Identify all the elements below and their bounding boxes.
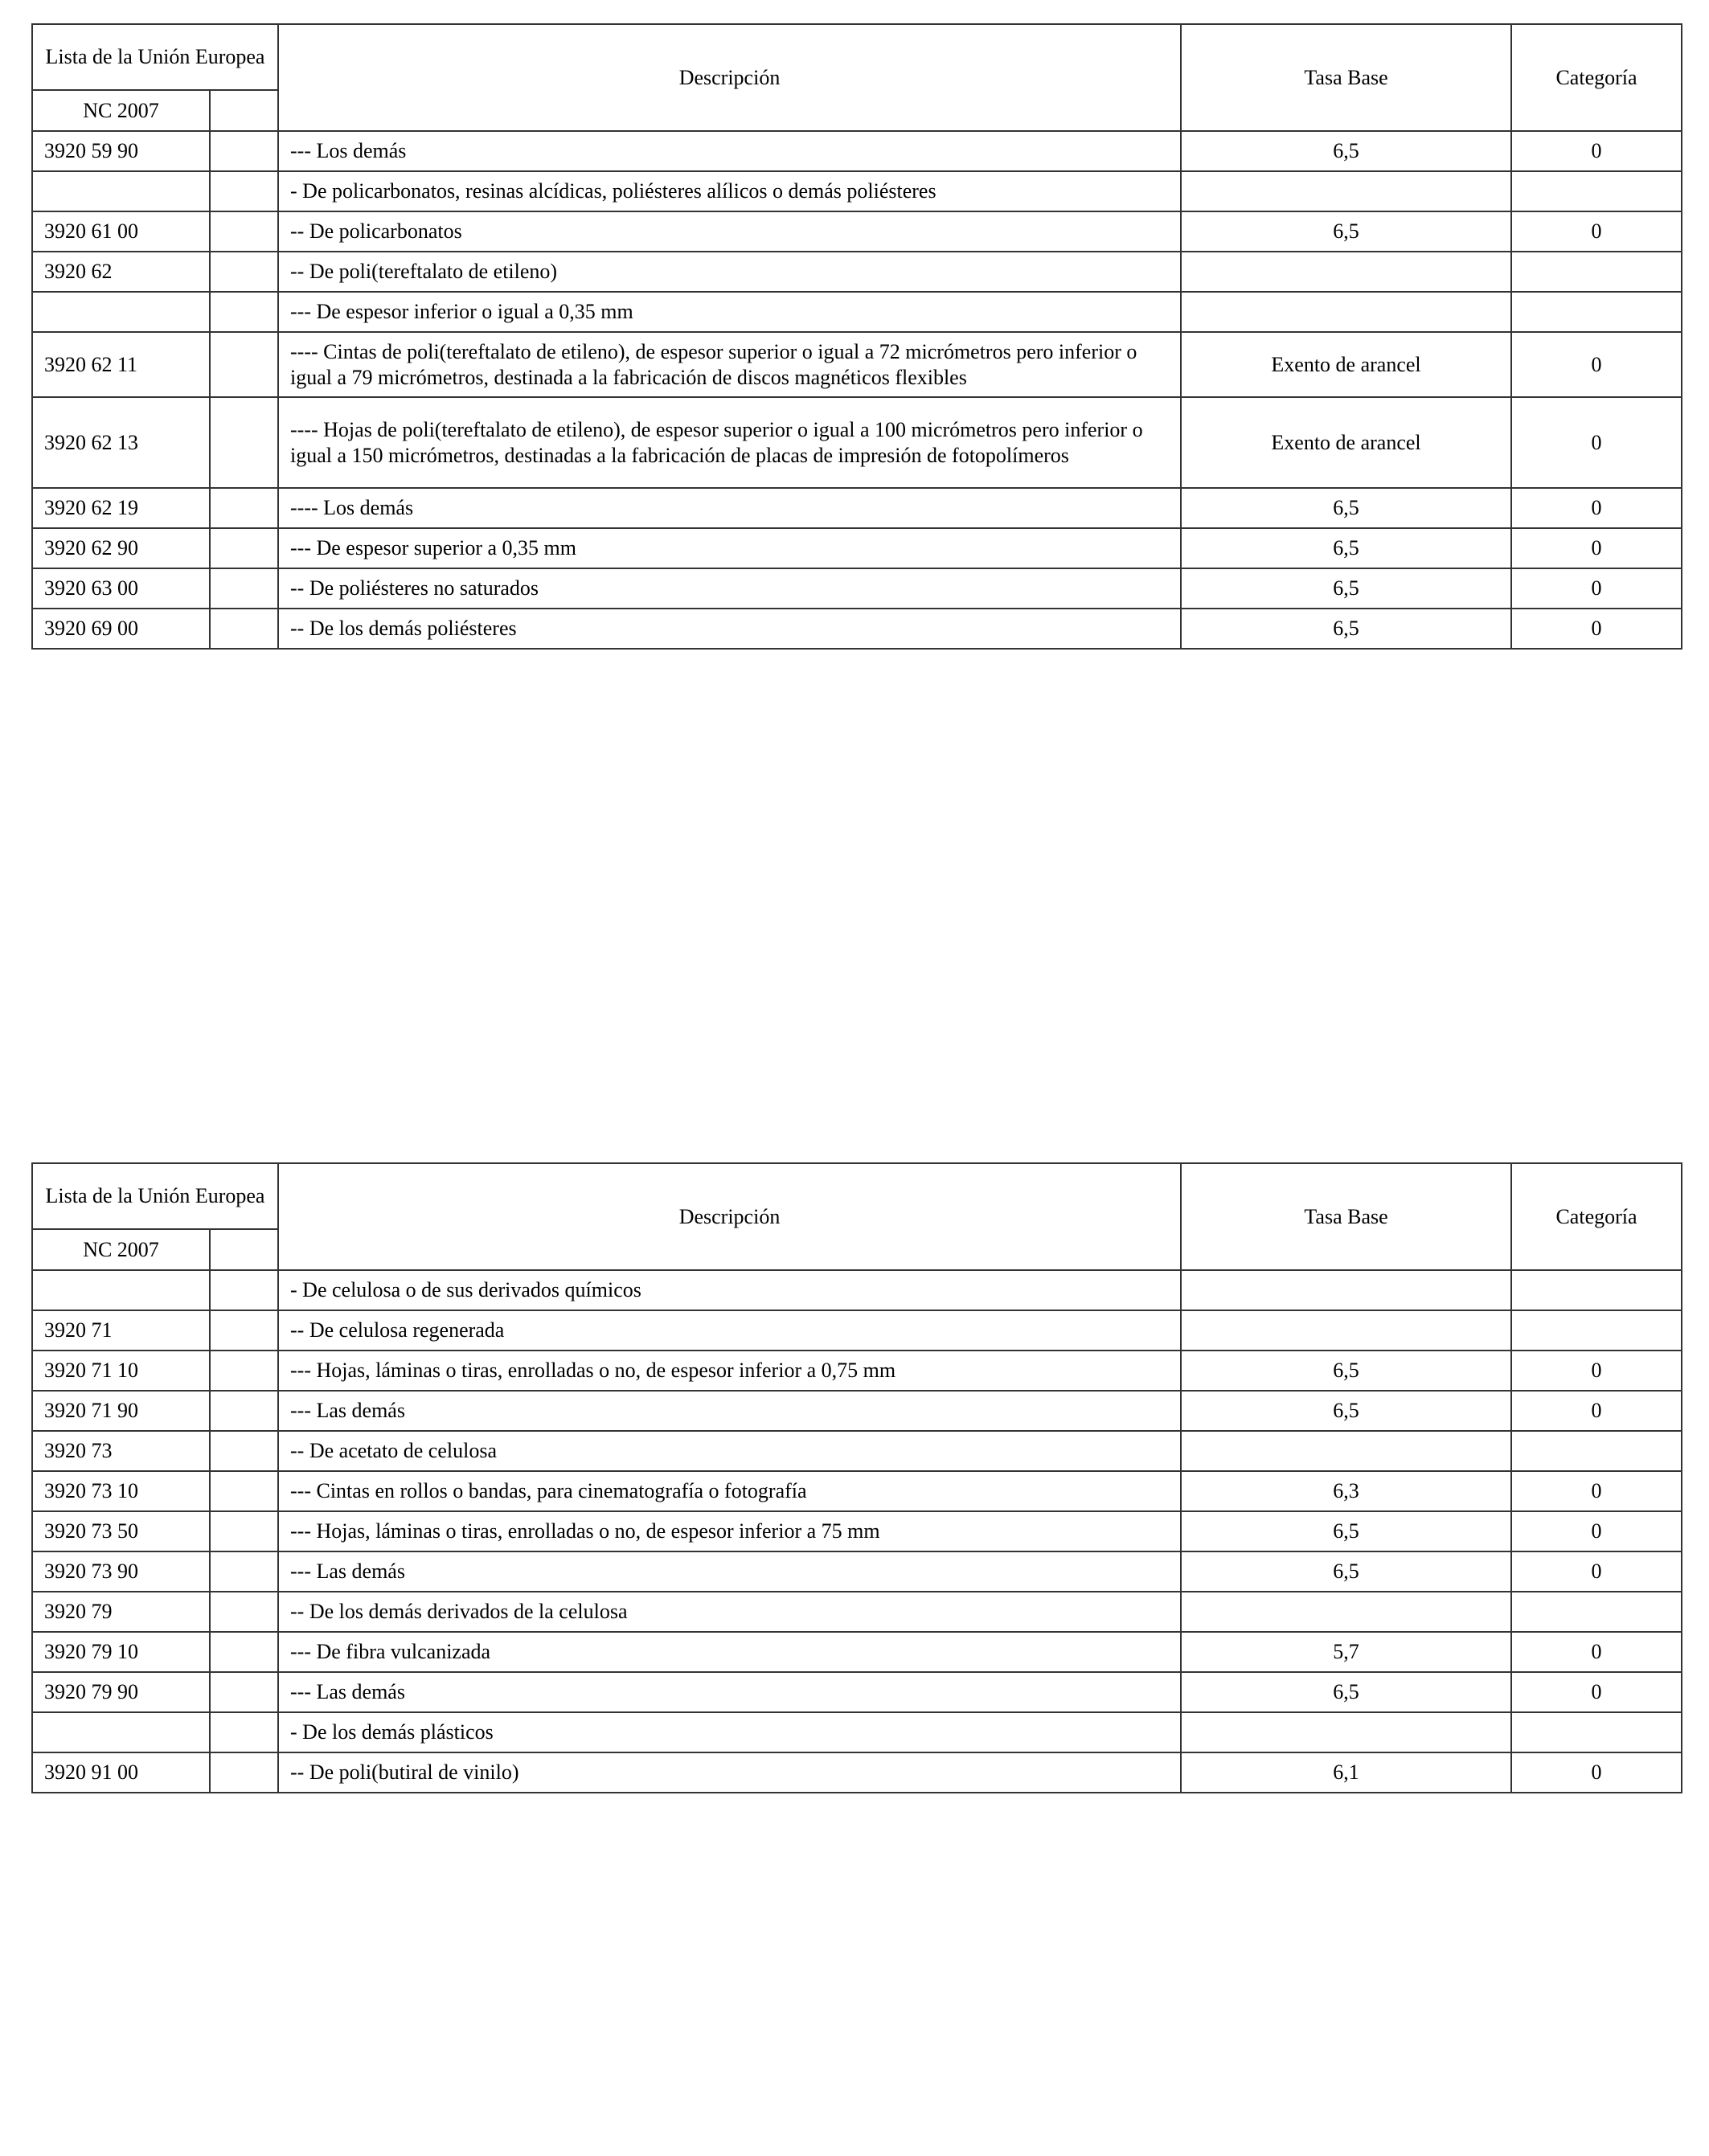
header-tasa-base: Tasa Base bbox=[1181, 1163, 1511, 1270]
cell-category bbox=[1511, 1712, 1682, 1752]
table-row bbox=[32, 488, 1682, 528]
cell-code: 3920 69 00 bbox=[32, 609, 210, 649]
table-row bbox=[32, 1431, 1682, 1471]
header-nc: NC 2007 bbox=[32, 90, 210, 131]
cell-rate bbox=[1181, 252, 1511, 292]
cell-description: -- De los demás derivados de la celulosa bbox=[278, 1592, 1181, 1632]
table-header-row bbox=[32, 1163, 1682, 1229]
cell-blank bbox=[210, 332, 278, 397]
table-row bbox=[32, 131, 1682, 171]
cell-rate bbox=[1181, 1431, 1511, 1471]
table-row bbox=[32, 211, 1682, 252]
cell-category bbox=[1511, 292, 1682, 332]
cell-blank bbox=[210, 609, 278, 649]
cell-code: 3920 62 11 bbox=[32, 332, 210, 397]
table-row bbox=[32, 1471, 1682, 1511]
table-row bbox=[32, 1391, 1682, 1431]
cell-code: 3920 91 00 bbox=[32, 1752, 210, 1793]
header-lista: Lista de la Unión Europea bbox=[32, 1163, 278, 1229]
table-row bbox=[32, 397, 1682, 488]
cell-rate: 6,5 bbox=[1181, 131, 1511, 171]
cell-category: 0 bbox=[1511, 1672, 1682, 1712]
cell-rate: 6,5 bbox=[1181, 1511, 1511, 1551]
table-row bbox=[32, 171, 1682, 211]
table-row bbox=[32, 1351, 1682, 1391]
cell-code bbox=[32, 171, 210, 211]
tariff-table-1 bbox=[31, 23, 1682, 650]
table-row bbox=[32, 1632, 1682, 1672]
cell-description: - De los demás plásticos bbox=[278, 1712, 1181, 1752]
table-row bbox=[32, 1511, 1682, 1551]
cell-code: 3920 71 bbox=[32, 1310, 210, 1351]
cell-blank bbox=[210, 1270, 278, 1310]
cell-description: --- Las demás bbox=[278, 1672, 1181, 1712]
cell-description: --- Los demás bbox=[278, 131, 1181, 171]
table-row bbox=[32, 292, 1682, 332]
cell-rate: 6,5 bbox=[1181, 211, 1511, 252]
cell-code bbox=[32, 292, 210, 332]
cell-rate: Exento de arancel bbox=[1181, 397, 1511, 488]
table-row bbox=[32, 1270, 1682, 1310]
cell-category: 0 bbox=[1511, 1511, 1682, 1551]
cell-rate: 6,5 bbox=[1181, 568, 1511, 609]
cell-rate: 6,5 bbox=[1181, 1551, 1511, 1592]
tariff-table-2 bbox=[31, 1162, 1682, 1793]
cell-description: - De celulosa o de sus derivados químicos bbox=[278, 1270, 1181, 1310]
cell-description: --- Las demás bbox=[278, 1391, 1181, 1431]
cell-category: 0 bbox=[1511, 609, 1682, 649]
cell-description: ---- Hojas de poli(tereftalato de etileno), de espesor superior o igual a 100 micrómetros pero inferior o igual a 150 micrómetros, destinadas a la fabricación de placas de impresión de fotopolímeros bbox=[278, 397, 1181, 488]
cell-rate bbox=[1181, 1712, 1511, 1752]
cell-blank bbox=[210, 568, 278, 609]
table-header-row bbox=[32, 24, 1682, 90]
cell-rate bbox=[1181, 1592, 1511, 1632]
cell-code: 3920 62 bbox=[32, 252, 210, 292]
cell-rate: 6,5 bbox=[1181, 1391, 1511, 1431]
table-row bbox=[32, 1310, 1682, 1351]
cell-category bbox=[1511, 252, 1682, 292]
header-categoria: Categoría bbox=[1511, 24, 1682, 131]
cell-description: -- De poli(tereftalato de etileno) bbox=[278, 252, 1181, 292]
cell-blank bbox=[210, 1592, 278, 1632]
cell-blank bbox=[210, 1632, 278, 1672]
cell-code: 3920 71 10 bbox=[32, 1351, 210, 1391]
cell-category: 0 bbox=[1511, 528, 1682, 568]
cell-code: 3920 62 19 bbox=[32, 488, 210, 528]
cell-category: 0 bbox=[1511, 397, 1682, 488]
table-row bbox=[32, 528, 1682, 568]
cell-code: 3920 79 10 bbox=[32, 1632, 210, 1672]
header-nc: NC 2007 bbox=[32, 1229, 210, 1270]
cell-category bbox=[1511, 1310, 1682, 1351]
cell-code: 3920 79 90 bbox=[32, 1672, 210, 1712]
cell-category: 0 bbox=[1511, 1391, 1682, 1431]
table-row bbox=[32, 1712, 1682, 1752]
cell-code: 3920 62 13 bbox=[32, 397, 210, 488]
cell-category: 0 bbox=[1511, 131, 1682, 171]
cell-description: -- De policarbonatos bbox=[278, 211, 1181, 252]
cell-rate: 6,3 bbox=[1181, 1471, 1511, 1511]
header-tasa-base: Tasa Base bbox=[1181, 24, 1511, 131]
cell-rate: 6,5 bbox=[1181, 1672, 1511, 1712]
cell-code: 3920 62 90 bbox=[32, 528, 210, 568]
cell-category bbox=[1511, 1431, 1682, 1471]
cell-category: 0 bbox=[1511, 332, 1682, 397]
cell-rate bbox=[1181, 1270, 1511, 1310]
header-blank bbox=[210, 90, 278, 131]
header-descripcion: Descripción bbox=[278, 24, 1181, 131]
cell-code: 3920 73 50 bbox=[32, 1511, 210, 1551]
cell-blank bbox=[210, 397, 278, 488]
cell-description: --- De espesor inferior o igual a 0,35 mm bbox=[278, 292, 1181, 332]
table-row bbox=[32, 1752, 1682, 1793]
cell-description: -- De poliésteres no saturados bbox=[278, 568, 1181, 609]
cell-blank bbox=[210, 292, 278, 332]
header-descripcion: Descripción bbox=[278, 1163, 1181, 1270]
cell-category bbox=[1511, 171, 1682, 211]
cell-description: -- De los demás poliésteres bbox=[278, 609, 1181, 649]
cell-rate: 6,5 bbox=[1181, 609, 1511, 649]
cell-rate: 6,5 bbox=[1181, 488, 1511, 528]
cell-category: 0 bbox=[1511, 1752, 1682, 1793]
cell-rate: 6,1 bbox=[1181, 1752, 1511, 1793]
cell-category bbox=[1511, 1592, 1682, 1632]
header-blank bbox=[210, 1229, 278, 1270]
cell-description: --- Hojas, láminas o tiras, enrolladas o no, de espesor inferior a 75 mm bbox=[278, 1511, 1181, 1551]
cell-blank bbox=[210, 1310, 278, 1351]
cell-blank bbox=[210, 1511, 278, 1551]
cell-rate bbox=[1181, 292, 1511, 332]
cell-blank bbox=[210, 1712, 278, 1752]
cell-blank bbox=[210, 1391, 278, 1431]
cell-blank bbox=[210, 488, 278, 528]
cell-code: 3920 71 90 bbox=[32, 1391, 210, 1431]
cell-description: -- De poli(butiral de vinilo) bbox=[278, 1752, 1181, 1793]
cell-category bbox=[1511, 1270, 1682, 1310]
cell-description: --- Cintas en rollos o bandas, para cinematografía o fotografía bbox=[278, 1471, 1181, 1511]
cell-category: 0 bbox=[1511, 1351, 1682, 1391]
header-categoria: Categoría bbox=[1511, 1163, 1682, 1270]
cell-category: 0 bbox=[1511, 1551, 1682, 1592]
cell-category: 0 bbox=[1511, 1632, 1682, 1672]
cell-category: 0 bbox=[1511, 488, 1682, 528]
cell-rate bbox=[1181, 1310, 1511, 1351]
cell-blank bbox=[210, 211, 278, 252]
cell-blank bbox=[210, 1551, 278, 1592]
cell-rate bbox=[1181, 171, 1511, 211]
cell-code: 3920 73 10 bbox=[32, 1471, 210, 1511]
table-row bbox=[32, 252, 1682, 292]
cell-code: 3920 73 90 bbox=[32, 1551, 210, 1592]
cell-rate: 5,7 bbox=[1181, 1632, 1511, 1672]
cell-category: 0 bbox=[1511, 1471, 1682, 1511]
table-row bbox=[32, 609, 1682, 649]
cell-blank bbox=[210, 1431, 278, 1471]
cell-blank bbox=[210, 1351, 278, 1391]
cell-blank bbox=[210, 1752, 278, 1793]
table-row bbox=[32, 1672, 1682, 1712]
table-row bbox=[32, 332, 1682, 397]
cell-blank bbox=[210, 528, 278, 568]
cell-category: 0 bbox=[1511, 568, 1682, 609]
cell-code: 3920 59 90 bbox=[32, 131, 210, 171]
cell-description: -- De acetato de celulosa bbox=[278, 1431, 1181, 1471]
cell-blank bbox=[210, 131, 278, 171]
cell-description: --- Hojas, láminas o tiras, enrolladas o no, de espesor inferior a 0,75 mm bbox=[278, 1351, 1181, 1391]
cell-description: ---- Los demás bbox=[278, 488, 1181, 528]
cell-code: 3920 73 bbox=[32, 1431, 210, 1471]
cell-description: --- De espesor superior a 0,35 mm bbox=[278, 528, 1181, 568]
cell-blank bbox=[210, 1672, 278, 1712]
cell-rate: Exento de arancel bbox=[1181, 332, 1511, 397]
cell-description: - De policarbonatos, resinas alcídicas, poliésteres alílicos o demás poliésteres bbox=[278, 171, 1181, 211]
table-row bbox=[32, 568, 1682, 609]
table-row bbox=[32, 1551, 1682, 1592]
cell-code bbox=[32, 1270, 210, 1310]
header-lista: Lista de la Unión Europea bbox=[32, 24, 278, 90]
table-row bbox=[32, 1592, 1682, 1632]
cell-rate: 6,5 bbox=[1181, 1351, 1511, 1391]
cell-blank bbox=[210, 252, 278, 292]
cell-category: 0 bbox=[1511, 211, 1682, 252]
cell-description: ---- Cintas de poli(tereftalato de etileno), de espesor superior o igual a 72 micrómetros pero inferior o igual a 79 micrómetros, destinada a la fabricación de discos magnéticos flexibles bbox=[278, 332, 1181, 397]
cell-description: --- De fibra vulcanizada bbox=[278, 1632, 1181, 1672]
cell-blank bbox=[210, 1471, 278, 1511]
cell-code bbox=[32, 1712, 210, 1752]
cell-blank bbox=[210, 171, 278, 211]
cell-rate: 6,5 bbox=[1181, 528, 1511, 568]
cell-code: 3920 61 00 bbox=[32, 211, 210, 252]
cell-code: 3920 79 bbox=[32, 1592, 210, 1632]
cell-code: 3920 63 00 bbox=[32, 568, 210, 609]
cell-description: --- Las demás bbox=[278, 1551, 1181, 1592]
cell-description: -- De celulosa regenerada bbox=[278, 1310, 1181, 1351]
